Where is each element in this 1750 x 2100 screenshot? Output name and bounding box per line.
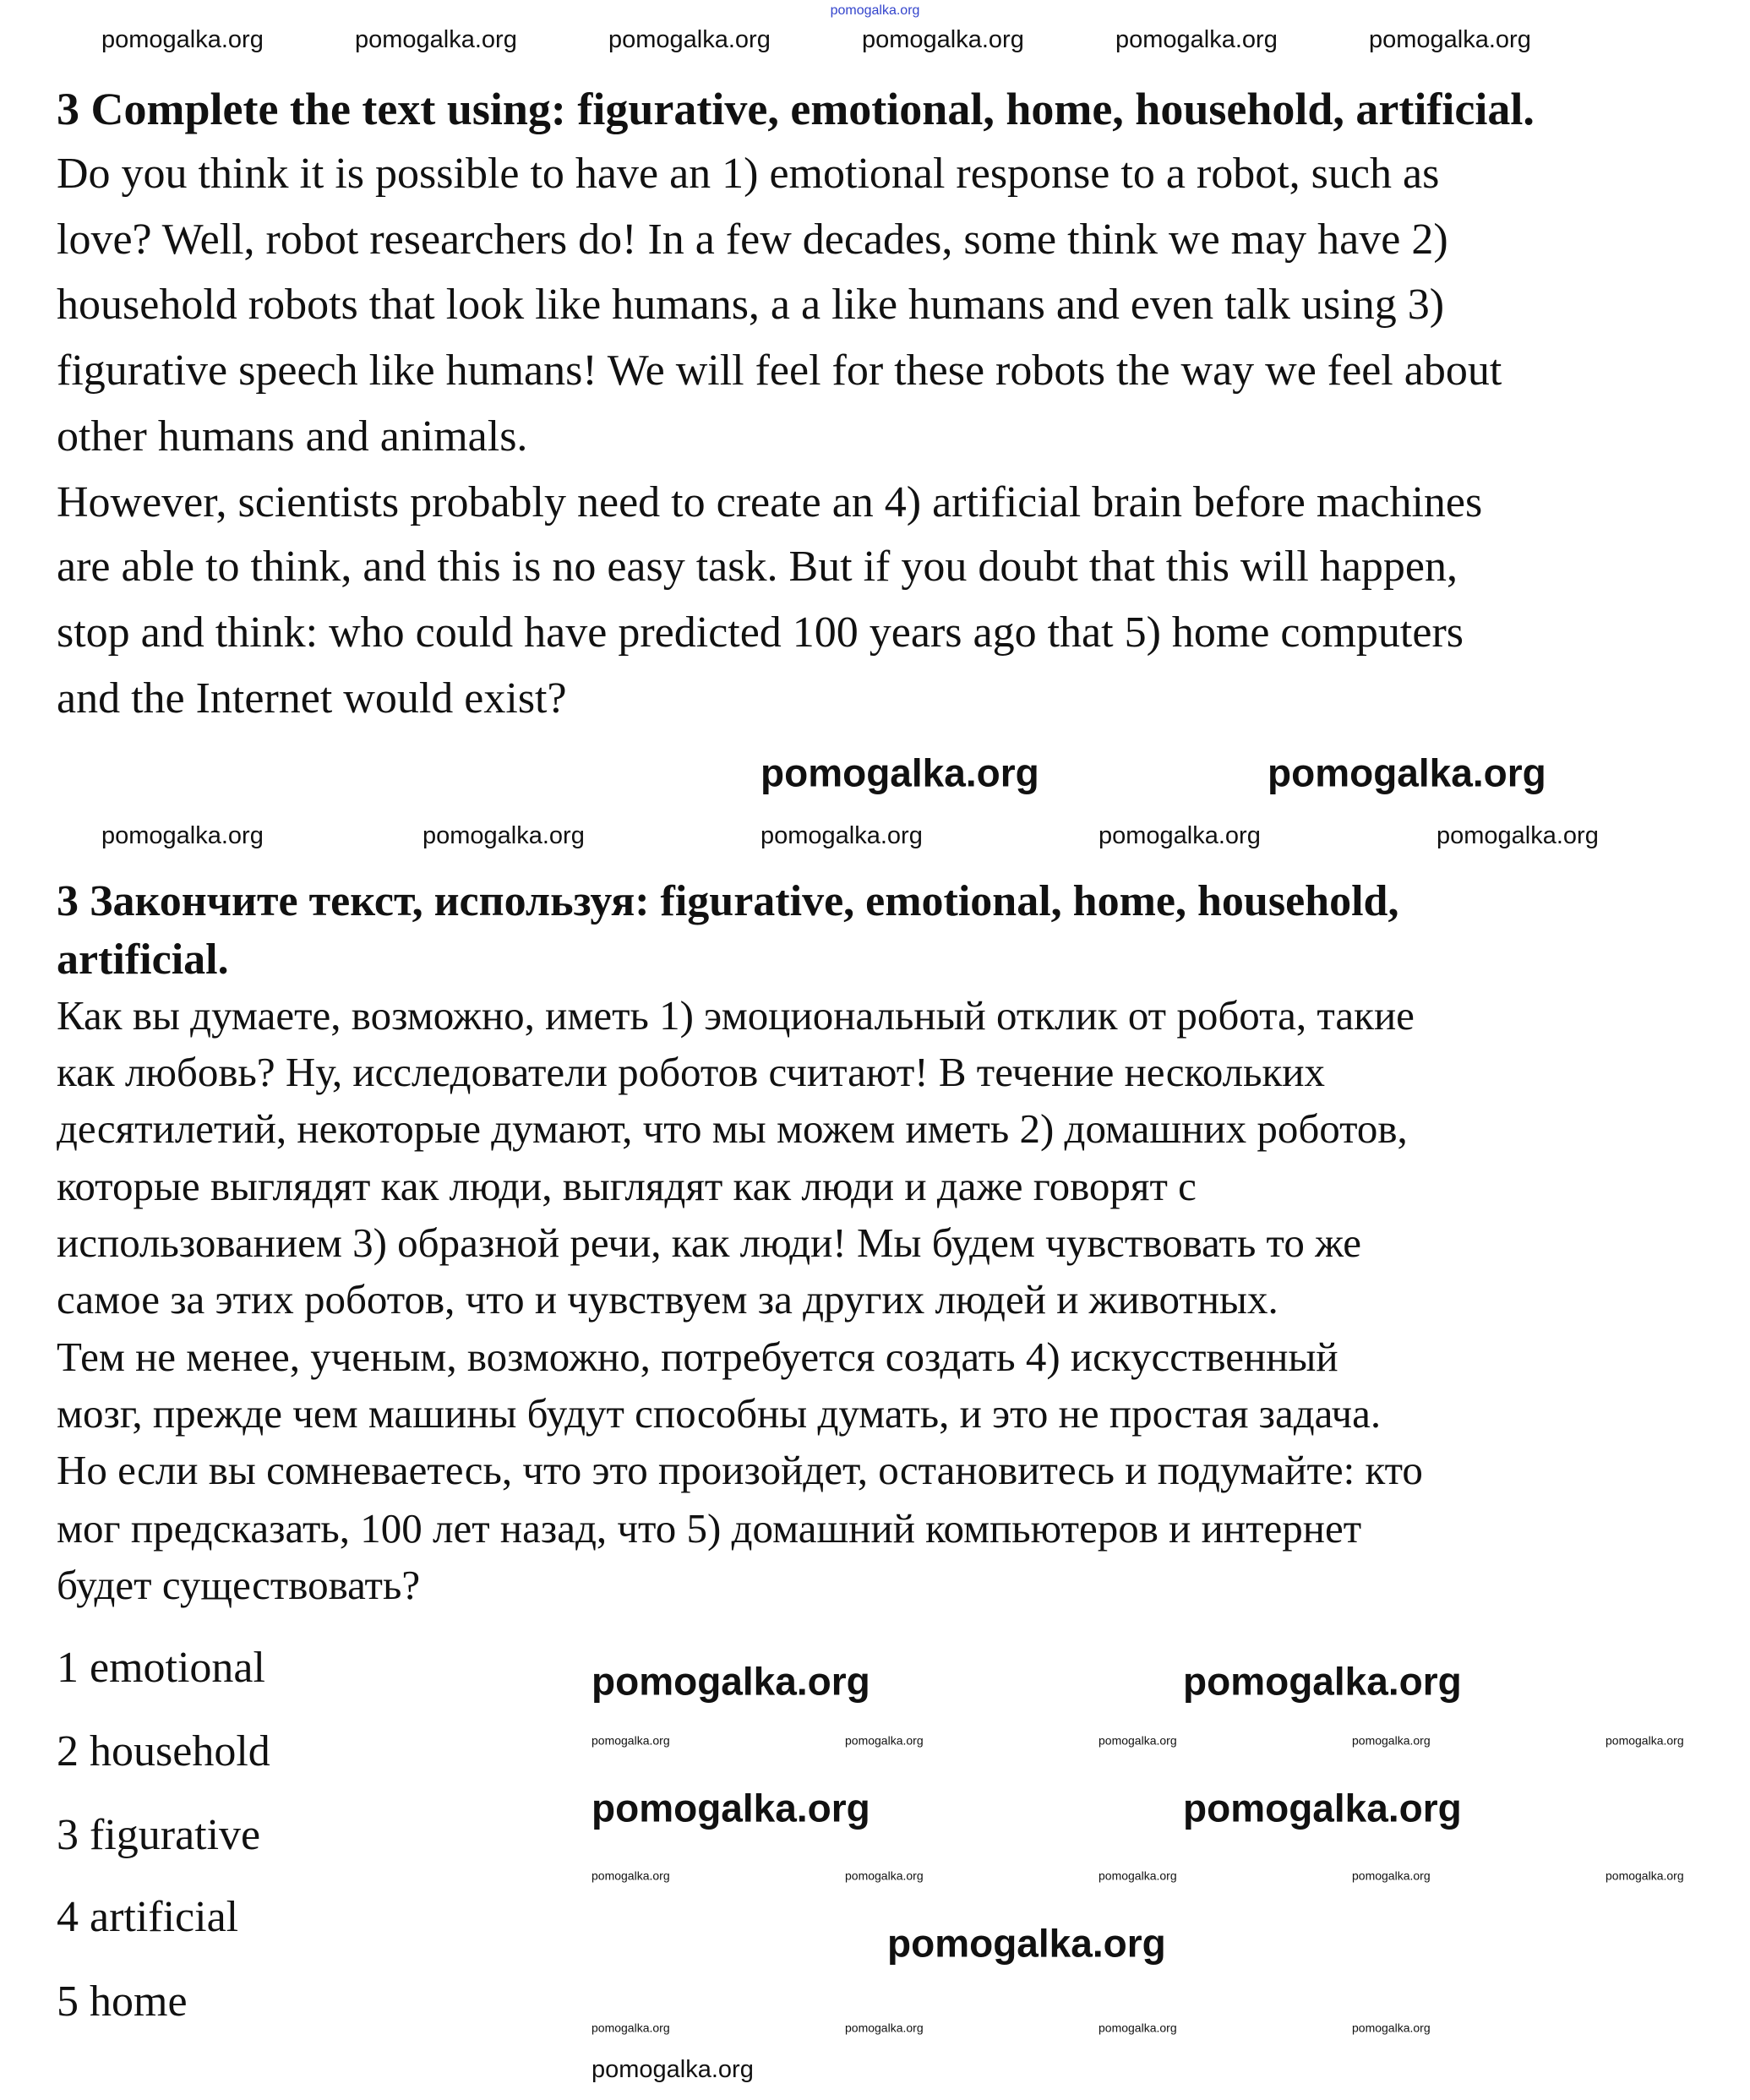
answer-item: 1 emotional [57,1644,265,1692]
watermark: pomogalka.org [1606,1733,1684,1748]
russian-text-line: Как вы думаете, возможно, иметь 1) эмоциональный отклик от робота, такие [57,992,1415,1039]
russian-text-line: Тем не менее, ученым, возможно, потребуется создать 4) искусственный [57,1334,1338,1380]
russian-text-line: мог предсказать, 100 лет назад, что 5) домашний компьютеров и интернет [57,1505,1362,1552]
watermark: pomogalka.org [101,822,264,850]
watermark: pomogalka.org [592,1659,870,1704]
russian-text-line: самое за этих роботов, что и чувствуем за других людей и животных. [57,1276,1278,1323]
watermark: pomogalka.org [592,2021,670,2035]
watermark: pomogalka.org [761,750,1039,795]
watermark: pomogalka.org [1352,1733,1431,1748]
english-text-line: However, scientists probably need to create an 4) artificial brain before machines [57,478,1483,526]
english-text-line: stop and think: who could have predicted 100 years ago that 5) home computers [57,608,1464,657]
watermark: pomogalka.org [845,1733,924,1748]
watermark: pomogalka.org [761,822,923,850]
watermark: pomogalka.org [1268,750,1546,795]
watermark: pomogalka.org [1437,822,1599,850]
watermark: pomogalka.org [1099,1733,1177,1748]
english-text-line: love? Well, robot researchers do! In a few decades, some think we may have 2) [57,215,1448,264]
watermark: pomogalka.org [355,26,517,54]
watermark: pomogalka.org [845,1868,924,1883]
watermark: pomogalka.org [592,1786,870,1830]
english-text-line: other humans and animals. [57,412,528,461]
russian-task-title: 3 Закончите текст, используя: figurative, emotional, home, household, [57,877,1399,925]
russian-task-title: artificial. [57,935,229,984]
watermark: pomogalka.org [1183,1659,1462,1704]
watermark: pomogalka.org [1099,822,1261,850]
answer-item: 2 household [57,1727,270,1775]
russian-text-line: которые выглядят как люди, выглядят как люди и даже говорят с [57,1163,1197,1209]
russian-text-line: десятилетий, некоторые думают, что мы можем иметь 2) домашних роботов, [57,1105,1408,1152]
english-text-line: Do you think it is possible to have an 1) emotional response to a robot, such as [57,150,1440,198]
watermark: pomogalka.org [1352,1868,1431,1883]
watermark: pomogalka.org [1352,2021,1431,2035]
watermark: pomogalka.org [101,26,264,54]
watermark: pomogalka.org [608,26,771,54]
watermark: pomogalka.org [1369,26,1531,54]
english-text-line: and the Internet would exist? [57,674,567,723]
watermark: pomogalka.org [1099,2021,1177,2035]
answer-item: 5 home [57,1977,188,2026]
watermark: pomogalka.org [592,1733,670,1748]
watermark: pomogalka.org [887,1921,1166,1966]
watermark: pomogalka.org [1606,1868,1684,1883]
watermark-header: pomogalka.org [830,3,920,18]
watermark: pomogalka.org [1183,1786,1462,1830]
watermark: pomogalka.org [423,822,585,850]
watermark: pomogalka.org [1099,1868,1177,1883]
english-text-line: figurative speech like humans! We will feel for these robots the way we feel about [57,346,1502,395]
english-task-title: 3 Complete the text using: figurative, emotional, home, household, artificial. [57,84,1535,134]
watermark: pomogalka.org [592,1868,670,1883]
russian-text-line: использованием 3) образной речи, как люди! Мы будем чувствовать то же [57,1219,1362,1266]
watermark: pomogalka.org [592,2056,754,2084]
watermark: pomogalka.org [845,2021,924,2035]
russian-text-line: мозг, прежде чем машины будут способны думать, и это не простая задача. [57,1390,1382,1437]
english-text-line: are able to think, and this is no easy task. But if you doubt that this will happen, [57,543,1458,591]
russian-text-line: как любовь? Ну, исследователи роботов считают! В течение нескольких [57,1049,1326,1095]
watermark: pomogalka.org [862,26,1024,54]
answer-item: 4 artificial [57,1893,239,1941]
answer-item: 3 figurative [57,1811,261,1859]
russian-text-line: Но если вы сомневаетесь, что это произойдет, остановитесь и подумайте: кто [57,1447,1423,1493]
russian-text-line: будет существовать? [57,1562,421,1608]
english-text-line: household robots that look like humans, a a like humans and even talk using 3) [57,281,1445,329]
watermark: pomogalka.org [1115,26,1278,54]
